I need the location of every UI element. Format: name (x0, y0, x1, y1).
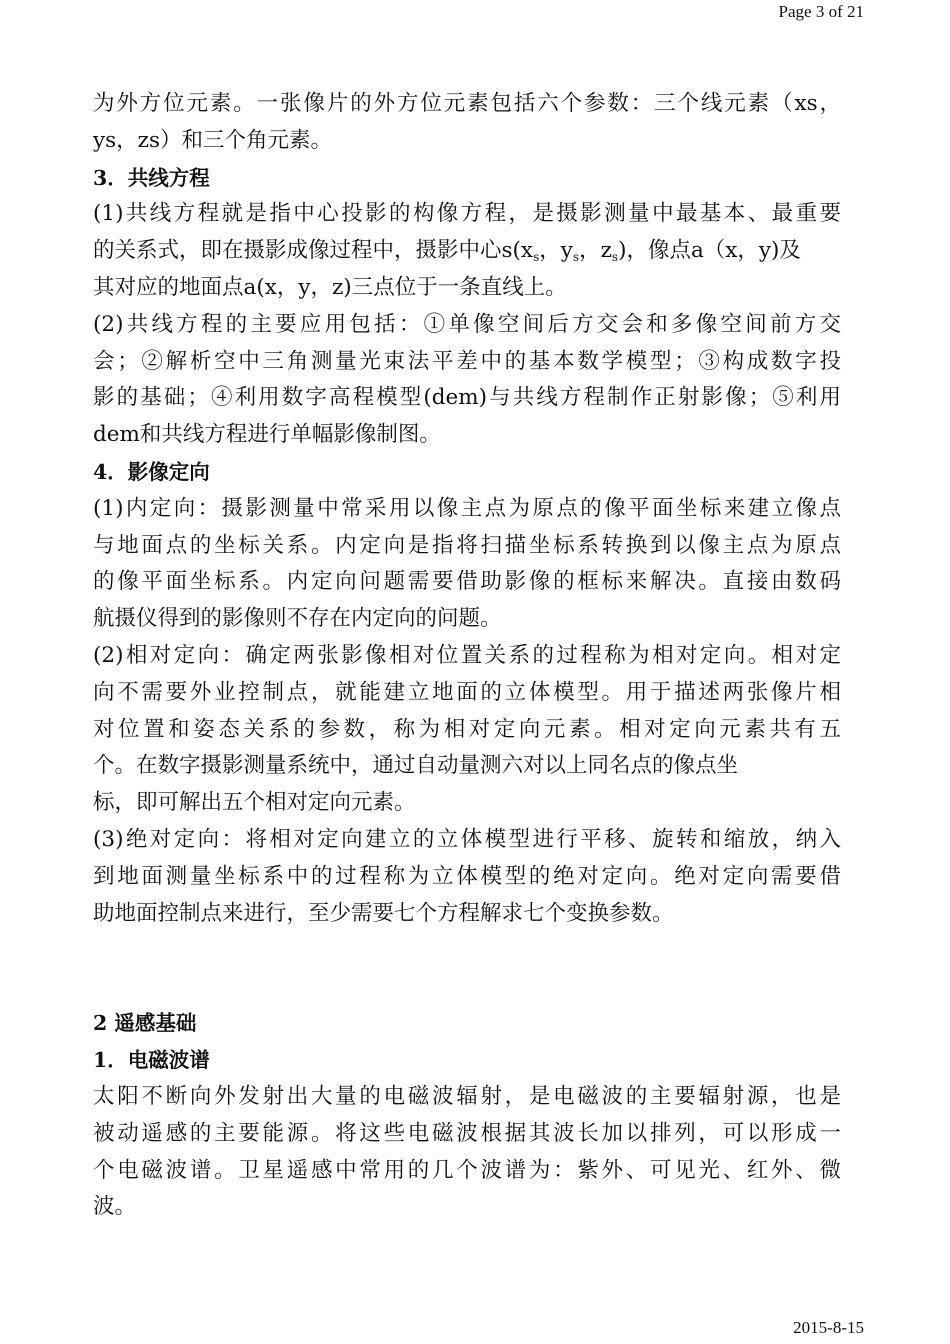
body-line: 对位置和姿态关系的参数，称为相对定向元素。相对定向元素共有五 (93, 716, 841, 742)
body-line: (1)共线方程就是指中心投影的构像方程，是摄影测量中最基本、最重要 (93, 201, 841, 227)
subscript: s (533, 250, 540, 265)
body-line: 航摄仪得到的影像则不存在内定向的问题。 (93, 606, 502, 632)
body-line: 影的基础；④利用数字高程模型(dem)与共线方程制作正射影像；⑤利用 (93, 385, 841, 411)
body-line: (2)相对定向：确定两张影像相对位置关系的过程称为相对定向。相对定 (93, 642, 841, 668)
subscript: s (611, 250, 619, 265)
body-line: ys，zs）和三个角元素。 (93, 127, 333, 153)
body-line: 个电磁波谱。卫星遥感中常用的几个波谱为：紫外、可见光、红外、微 (93, 1157, 841, 1183)
subscript: s (572, 250, 580, 265)
heading-remote-sensing-basics: 2 遥感基础 (93, 1011, 197, 1036)
body-line: 与地面点的坐标关系。内定向是指将扫描坐标系转换到以像主点为原点 (93, 532, 841, 558)
body-line: 向不需要外业控制点，就能建立地面的立体模型。用于描述两张像片相 (93, 679, 841, 705)
body-line: dem和共线方程进行单幅影像制图。 (93, 422, 441, 448)
body-line-with-subscripts (93, 233, 853, 270)
body-line: 为外方位元素。一张像片的外方位元素包括六个参数：三个线元素（xs， (93, 91, 841, 116)
body-line: 会；②解析空中三角测量光束法平差中的基本数学模型；③构成数字投 (93, 348, 841, 374)
body-line: 被动遥感的主要能源。将这些电磁波根据其波长加以排列，可以形成一 (93, 1120, 841, 1146)
heading-image-orientation: 4．影像定向 (93, 459, 210, 484)
document-body (93, 86, 853, 1226)
body-line: 标，即可解出五个相对定向元素。 (93, 790, 416, 816)
body-line: 波。 (93, 1194, 137, 1220)
body-line: 个。在数字摄影测量系统中，通过自动量测六对以上同名点的像点坐 (93, 753, 739, 779)
body-line: (1)内定向：摄影测量中常采用以像主点为原点的像平面坐标来建立像点 (93, 495, 841, 521)
heading-collinearity-equation: 3．共线方程 (93, 165, 210, 190)
footer-date: 2015-8-15 (793, 1318, 864, 1337)
page-number: Page 3 of 21 (778, 2, 864, 21)
body-line: (3)绝对定向：将相对定向建立的立体模型进行平移、旋转和缩放，纳入 (93, 826, 841, 852)
body-line: 到地面测量坐标系中的过程称为立体模型的绝对定向。绝对定向需要借 (93, 863, 841, 889)
body-line: 其对应的地面点a(x，y，z)三点位于一条直线上。 (93, 274, 567, 300)
text-run: ，y (539, 238, 573, 264)
heading-electromagnetic-spectrum: 1．电磁波谱 (93, 1048, 210, 1073)
text-run: ，z (579, 238, 612, 264)
section-spacer (93, 932, 853, 1005)
body-line: 太阳不断向外发射出大量的电磁波辐射，是电磁波的主要辐射源，也是 (93, 1083, 841, 1109)
text-run: )，像点a（x，y)及 (618, 238, 801, 264)
body-line: 助地面控制点来进行，至少需要七个方程解求七个变换参数。 (93, 900, 674, 926)
body-line: (2)共线方程的主要应用包括：①单像空间后方交会和多像空间前方交 (93, 311, 841, 337)
body-line: 的像平面坐标系。内定向问题需要借助影像的框标来解决。直接由数码 (93, 569, 841, 595)
text-run: 的关系式，即在摄影成像过程中，摄影中心s(x (93, 238, 534, 264)
